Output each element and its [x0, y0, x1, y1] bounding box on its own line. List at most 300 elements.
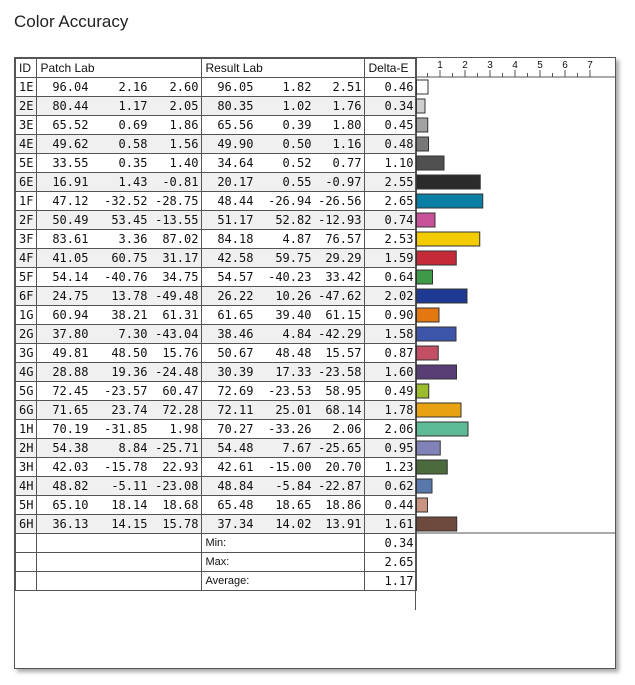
row-result-lab: [202, 268, 365, 287]
bar-2h: [417, 441, 441, 455]
bar-1e: [417, 80, 429, 94]
summary-empty-cell: [16, 534, 37, 553]
row-id: 4F: [16, 249, 37, 268]
row-result-lab-b: 20.70: [325, 460, 362, 474]
row-patch-lab-l: 54.14: [52, 270, 89, 284]
row-delta-e: 1.78: [365, 401, 417, 420]
row-patch-lab: [37, 249, 202, 268]
row-patch-lab-a: -15.78: [104, 460, 148, 474]
row-result-lab-l: 50.67: [217, 346, 254, 360]
row-result-lab-l: 72.69: [217, 384, 254, 398]
table-row: [16, 230, 417, 249]
row-delta-e: 0.48: [365, 135, 417, 154]
bar-3g: [417, 346, 439, 360]
row-patch-lab-b: 15.76: [162, 346, 199, 360]
row-patch-lab-b: 72.28: [162, 403, 199, 417]
bar-3h: [417, 460, 448, 474]
table-row: [16, 344, 417, 363]
row-id: 5E: [16, 154, 37, 173]
row-result-lab-l: 70.27: [217, 422, 254, 436]
row-patch-lab-a: 60.75: [111, 251, 148, 265]
row-patch-lab-a: -40.76: [104, 270, 148, 284]
row-result-lab-a: -26.94: [268, 194, 312, 208]
row-patch-lab-a: 0.69: [118, 118, 148, 132]
summary-label: Max:: [202, 553, 365, 572]
row-delta-e: 0.74: [365, 211, 417, 230]
row-result-lab-a: 4.84: [282, 327, 312, 341]
row-patch-lab-l: 49.62: [52, 137, 89, 151]
row-patch-lab-a: -32.52: [104, 194, 148, 208]
row-patch-lab: [37, 230, 202, 249]
row-result-lab-l: 26.22: [217, 289, 254, 303]
row-patch-lab-b: 31.17: [162, 251, 199, 265]
row-patch-lab-l: 24.75: [52, 289, 89, 303]
row-patch-lab-b: 1.56: [169, 137, 199, 151]
row-result-lab: [202, 363, 365, 382]
row-patch-lab-l: 37.80: [52, 327, 89, 341]
header-delta-e: Delta-E: [365, 59, 417, 78]
row-id: 4E: [16, 135, 37, 154]
row-patch-lab: [37, 173, 202, 192]
row-result-lab-b: -47.62: [318, 289, 362, 303]
row-id: 2H: [16, 439, 37, 458]
row-result-lab-l: 42.58: [217, 251, 254, 265]
row-patch-lab: [37, 325, 202, 344]
bar-6f: [417, 289, 468, 303]
row-patch-lab-a: 38.21: [111, 308, 148, 322]
row-id: 2F: [16, 211, 37, 230]
row-result-lab: [202, 382, 365, 401]
row-patch-lab-a: -31.85: [104, 422, 148, 436]
row-result-lab-a: 25.01: [275, 403, 312, 417]
row-patch-lab: [37, 211, 202, 230]
row-patch-lab: [37, 382, 202, 401]
row-patch-lab: [37, 344, 202, 363]
row-id: 1H: [16, 420, 37, 439]
row-result-lab: [202, 154, 365, 173]
table-row: [16, 211, 417, 230]
table-row: [16, 287, 417, 306]
row-result-lab-b: -0.97: [325, 175, 362, 189]
row-patch-lab-a: 48.50: [111, 346, 148, 360]
row-patch-lab-a: 1.17: [118, 99, 148, 113]
bar-4h: [417, 479, 433, 493]
page-title: Color Accuracy: [14, 12, 129, 31]
row-result-lab-b: 76.57: [325, 232, 362, 246]
row-patch-lab-a: 14.15: [111, 517, 148, 531]
delta-e-bar-chart: [415, 58, 615, 610]
row-result-lab-a: -15.00: [268, 460, 312, 474]
row-patch-lab-l: 33.55: [52, 156, 89, 170]
table-row: [16, 135, 417, 154]
summary-empty-cell: [16, 553, 37, 572]
row-delta-e: 2.65: [365, 192, 417, 211]
row-patch-lab-b: 2.05: [169, 99, 199, 113]
row-delta-e: 1.23: [365, 458, 417, 477]
row-result-lab-a: 39.40: [275, 308, 312, 322]
row-patch-lab-a: 23.74: [111, 403, 148, 417]
row-id: 6E: [16, 173, 37, 192]
row-id: 3G: [16, 344, 37, 363]
row-result-lab-a: 48.48: [275, 346, 312, 360]
row-patch-lab: [37, 363, 202, 382]
row-result-lab-l: 42.61: [217, 460, 254, 474]
row-delta-e: 0.46: [365, 78, 417, 97]
row-patch-lab-l: 41.05: [52, 251, 89, 265]
table-row: [16, 78, 417, 97]
row-id: 3F: [16, 230, 37, 249]
bar-5g: [417, 384, 429, 398]
row-result-lab: [202, 78, 365, 97]
row-result-lab-l: 65.56: [217, 118, 254, 132]
summary-row: [16, 534, 417, 553]
header-result-lab: Result Lab: [202, 59, 365, 78]
table-row: [16, 420, 417, 439]
row-patch-lab-a: 53.45: [111, 213, 148, 227]
bar-2g: [417, 327, 457, 341]
table-row: [16, 439, 417, 458]
table-row: [16, 306, 417, 325]
row-result-lab-a: 59.75: [275, 251, 312, 265]
row-result-lab-a: 14.02: [275, 517, 312, 531]
summary-label: Average:: [202, 572, 365, 591]
bar-5e: [417, 156, 445, 170]
row-result-lab-l: 65.48: [217, 498, 254, 512]
row-patch-lab-l: 54.38: [52, 441, 89, 455]
x-tick-label: 6: [562, 60, 568, 71]
row-id: 2G: [16, 325, 37, 344]
header-patch-lab: Patch Lab: [37, 59, 202, 78]
row-result-lab: [202, 344, 365, 363]
table-row: [16, 97, 417, 116]
row-patch-lab-l: 96.04: [52, 80, 89, 94]
row-delta-e: 0.44: [365, 496, 417, 515]
row-result-lab: [202, 477, 365, 496]
table-row: [16, 325, 417, 344]
row-result-lab: [202, 97, 365, 116]
bar-6h: [417, 517, 457, 531]
row-result-lab-a: 7.67: [282, 441, 312, 455]
row-patch-lab-l: 28.88: [52, 365, 89, 379]
row-patch-lab-l: 48.82: [52, 479, 89, 493]
row-patch-lab-l: 49.81: [52, 346, 89, 360]
row-result-lab-l: 48.84: [217, 479, 254, 493]
row-result-lab-b: 1.76: [332, 99, 362, 113]
row-delta-e: 2.53: [365, 230, 417, 249]
bar-5f: [417, 270, 433, 284]
summary-value: 0.34: [365, 534, 417, 553]
row-result-lab-b: 58.95: [325, 384, 362, 398]
row-patch-lab: [37, 477, 202, 496]
summary-empty-cell: [16, 572, 37, 591]
row-patch-lab: [37, 287, 202, 306]
table-row: [16, 268, 417, 287]
color-accuracy-table: [15, 58, 417, 591]
row-patch-lab-a: 13.78: [111, 289, 148, 303]
row-result-lab-a: 0.50: [282, 137, 312, 151]
row-result-lab-b: 2.06: [332, 422, 362, 436]
row-result-lab-b: 0.77: [332, 156, 362, 170]
x-tick-label: 2: [462, 60, 468, 71]
row-patch-lab-b: -13.55: [155, 213, 199, 227]
bar-1h: [417, 422, 469, 436]
row-delta-e: 0.87: [365, 344, 417, 363]
row-patch-lab-l: 70.19: [52, 422, 89, 436]
row-result-lab-b: -25.65: [318, 441, 362, 455]
row-result-lab-l: 30.39: [217, 365, 254, 379]
row-patch-lab-a: 3.36: [118, 232, 148, 246]
row-patch-lab-b: -28.75: [155, 194, 199, 208]
bar-3f: [417, 232, 480, 246]
row-id: 1F: [16, 192, 37, 211]
x-tick-label: 5: [537, 60, 543, 71]
summary-empty-cell: [37, 553, 202, 572]
row-result-lab-a: 0.55: [282, 175, 312, 189]
row-patch-lab-b: -43.04: [155, 327, 199, 341]
row-id: 2E: [16, 97, 37, 116]
table-row: [16, 154, 417, 173]
row-result-lab-b: 1.16: [332, 137, 362, 151]
row-result-lab: [202, 401, 365, 420]
summary-label: Min:: [202, 534, 365, 553]
row-patch-lab-l: 42.03: [52, 460, 89, 474]
row-patch-lab-b: -25.71: [155, 441, 199, 455]
bar-2e: [417, 99, 426, 113]
table-row: [16, 515, 417, 534]
row-patch-lab-b: 61.31: [162, 308, 199, 322]
row-result-lab-b: 68.14: [325, 403, 362, 417]
bar-4f: [417, 251, 457, 265]
row-patch-lab-l: 50.49: [52, 213, 89, 227]
row-result-lab-b: -42.29: [318, 327, 362, 341]
row-patch-lab-b: 34.75: [162, 270, 199, 284]
bar-2f: [417, 213, 436, 227]
row-patch-lab-b: 87.02: [162, 232, 199, 246]
row-patch-lab-a: 0.58: [118, 137, 148, 151]
row-result-lab: [202, 135, 365, 154]
row-patch-lab-b: -24.48: [155, 365, 199, 379]
row-delta-e: 0.90: [365, 306, 417, 325]
row-result-lab: [202, 192, 365, 211]
row-patch-lab: [37, 116, 202, 135]
x-tick-label: 7: [587, 60, 593, 71]
row-delta-e: 2.06: [365, 420, 417, 439]
row-result-lab-b: 61.15: [325, 308, 362, 322]
row-patch-lab-l: 36.13: [52, 517, 89, 531]
row-result-lab-a: 52.82: [275, 213, 312, 227]
row-result-lab: [202, 306, 365, 325]
row-patch-lab-b: 60.47: [162, 384, 199, 398]
row-result-lab-b: 15.57: [325, 346, 362, 360]
table-row: [16, 249, 417, 268]
row-delta-e: 1.61: [365, 515, 417, 534]
row-result-lab-b: 13.91: [325, 517, 362, 531]
row-patch-lab-l: 16.91: [52, 175, 89, 189]
row-result-lab-l: 61.65: [217, 308, 254, 322]
row-result-lab-a: 10.26: [275, 289, 312, 303]
table-row: [16, 458, 417, 477]
row-result-lab-a: -33.26: [268, 422, 312, 436]
row-result-lab-a: 0.39: [282, 118, 312, 132]
row-patch-lab-a: -23.57: [104, 384, 148, 398]
table-row: [16, 173, 417, 192]
row-id: 1E: [16, 78, 37, 97]
row-patch-lab-a: 18.14: [111, 498, 148, 512]
row-result-lab-b: 18.86: [325, 498, 362, 512]
row-result-lab-a: -5.84: [275, 479, 312, 493]
row-patch-lab-a: 2.16: [118, 80, 148, 94]
summary-empty-cell: [37, 534, 202, 553]
table-row: [16, 382, 417, 401]
table-row: [16, 477, 417, 496]
row-id: 6H: [16, 515, 37, 534]
row-patch-lab-l: 60.94: [52, 308, 89, 322]
row-patch-lab: [37, 78, 202, 97]
row-patch-lab-a: 8.84: [118, 441, 148, 455]
row-result-lab-b: 1.80: [332, 118, 362, 132]
row-patch-lab-l: 65.10: [52, 498, 89, 512]
row-result-lab: [202, 420, 365, 439]
row-id: 6F: [16, 287, 37, 306]
row-result-lab-l: 38.46: [217, 327, 254, 341]
x-tick-label: 4: [512, 60, 518, 71]
row-delta-e: 2.02: [365, 287, 417, 306]
table-header-row: [16, 59, 417, 78]
row-patch-lab-b: 2.60: [169, 80, 199, 94]
row-result-lab: [202, 116, 365, 135]
table-row: [16, 496, 417, 515]
table-row: [16, 363, 417, 382]
row-patch-lab-b: -49.48: [155, 289, 199, 303]
row-result-lab: [202, 515, 365, 534]
row-patch-lab-l: 80.44: [52, 99, 89, 113]
row-patch-lab: [37, 306, 202, 325]
table-row: [16, 401, 417, 420]
bar-3e: [417, 118, 428, 132]
row-id: 5G: [16, 382, 37, 401]
row-result-lab-l: 20.17: [217, 175, 254, 189]
row-result-lab-l: 96.05: [217, 80, 254, 94]
row-id: 4H: [16, 477, 37, 496]
row-patch-lab-b: 1.86: [169, 118, 199, 132]
row-patch-lab-b: 1.40: [169, 156, 199, 170]
row-patch-lab: [37, 401, 202, 420]
row-delta-e: 1.59: [365, 249, 417, 268]
row-result-lab: [202, 211, 365, 230]
row-result-lab-l: 54.57: [217, 270, 254, 284]
row-patch-lab-b: 1.98: [169, 422, 199, 436]
row-delta-e: 1.60: [365, 363, 417, 382]
row-id: 6G: [16, 401, 37, 420]
row-result-lab-l: 37.34: [217, 517, 254, 531]
row-result-lab-a: 4.87: [282, 232, 312, 246]
row-patch-lab: [37, 192, 202, 211]
row-result-lab-l: 51.17: [217, 213, 254, 227]
row-id: 3E: [16, 116, 37, 135]
row-patch-lab-l: 83.61: [52, 232, 89, 246]
color-accuracy-panel: [14, 57, 616, 669]
row-result-lab-l: 48.44: [217, 194, 254, 208]
row-result-lab: [202, 496, 365, 515]
row-result-lab-l: 80.35: [217, 99, 254, 113]
row-delta-e: 0.64: [365, 268, 417, 287]
row-result-lab-a: 1.82: [282, 80, 312, 94]
row-result-lab-a: -23.53: [268, 384, 312, 398]
bar-4g: [417, 365, 457, 379]
row-result-lab-a: -40.23: [268, 270, 312, 284]
bar-1g: [417, 308, 440, 322]
row-result-lab-a: 18.65: [275, 498, 312, 512]
row-result-lab-a: 0.52: [282, 156, 312, 170]
row-delta-e: 0.34: [365, 97, 417, 116]
row-result-lab: [202, 458, 365, 477]
row-result-lab: [202, 287, 365, 306]
row-patch-lab-a: 19.36: [111, 365, 148, 379]
row-patch-lab-l: 65.52: [52, 118, 89, 132]
row-result-lab-a: 17.33: [275, 365, 312, 379]
x-tick-label: 3: [487, 60, 493, 71]
row-patch-lab-l: 72.45: [52, 384, 89, 398]
row-patch-lab-b: 18.68: [162, 498, 199, 512]
row-patch-lab-a: 0.35: [118, 156, 148, 170]
bar-5h: [417, 498, 428, 512]
row-result-lab-b: -12.93: [318, 213, 362, 227]
bar-1f: [417, 194, 483, 208]
row-result-lab-b: 33.42: [325, 270, 362, 284]
row-delta-e: 2.55: [365, 173, 417, 192]
row-id: 4G: [16, 363, 37, 382]
row-result-lab-l: 34.64: [217, 156, 254, 170]
header-id: ID: [16, 59, 37, 78]
row-patch-lab-l: 71.65: [52, 403, 89, 417]
row-patch-lab: [37, 135, 202, 154]
summary-row: [16, 572, 417, 591]
row-patch-lab-a: -5.11: [111, 479, 148, 493]
row-patch-lab: [37, 268, 202, 287]
summary-value: 2.65: [365, 553, 417, 572]
row-result-lab-l: 72.11: [217, 403, 254, 417]
row-delta-e: 0.45: [365, 116, 417, 135]
row-result-lab-b: 29.29: [325, 251, 362, 265]
row-id: 3H: [16, 458, 37, 477]
row-result-lab-l: 54.48: [217, 441, 254, 455]
row-delta-e: 0.95: [365, 439, 417, 458]
row-patch-lab-b: 22.93: [162, 460, 199, 474]
bar-6e: [417, 175, 481, 189]
row-result-lab: [202, 249, 365, 268]
row-result-lab-b: 2.51: [332, 80, 362, 94]
row-id: 1G: [16, 306, 37, 325]
row-result-lab: [202, 439, 365, 458]
row-result-lab: [202, 230, 365, 249]
row-delta-e: 0.49: [365, 382, 417, 401]
row-id: 5F: [16, 268, 37, 287]
row-result-lab: [202, 173, 365, 192]
row-patch-lab: [37, 97, 202, 116]
table-row: [16, 192, 417, 211]
row-result-lab: [202, 325, 365, 344]
row-patch-lab-l: 47.12: [52, 194, 89, 208]
table-row: [16, 116, 417, 135]
row-patch-lab-b: 15.78: [162, 517, 199, 531]
row-result-lab-b: -22.87: [318, 479, 362, 493]
row-patch-lab: [37, 458, 202, 477]
row-patch-lab-b: -23.08: [155, 479, 199, 493]
bar-4e: [417, 137, 429, 151]
row-patch-lab: [37, 439, 202, 458]
row-delta-e: 1.58: [365, 325, 417, 344]
summary-row: [16, 553, 417, 572]
